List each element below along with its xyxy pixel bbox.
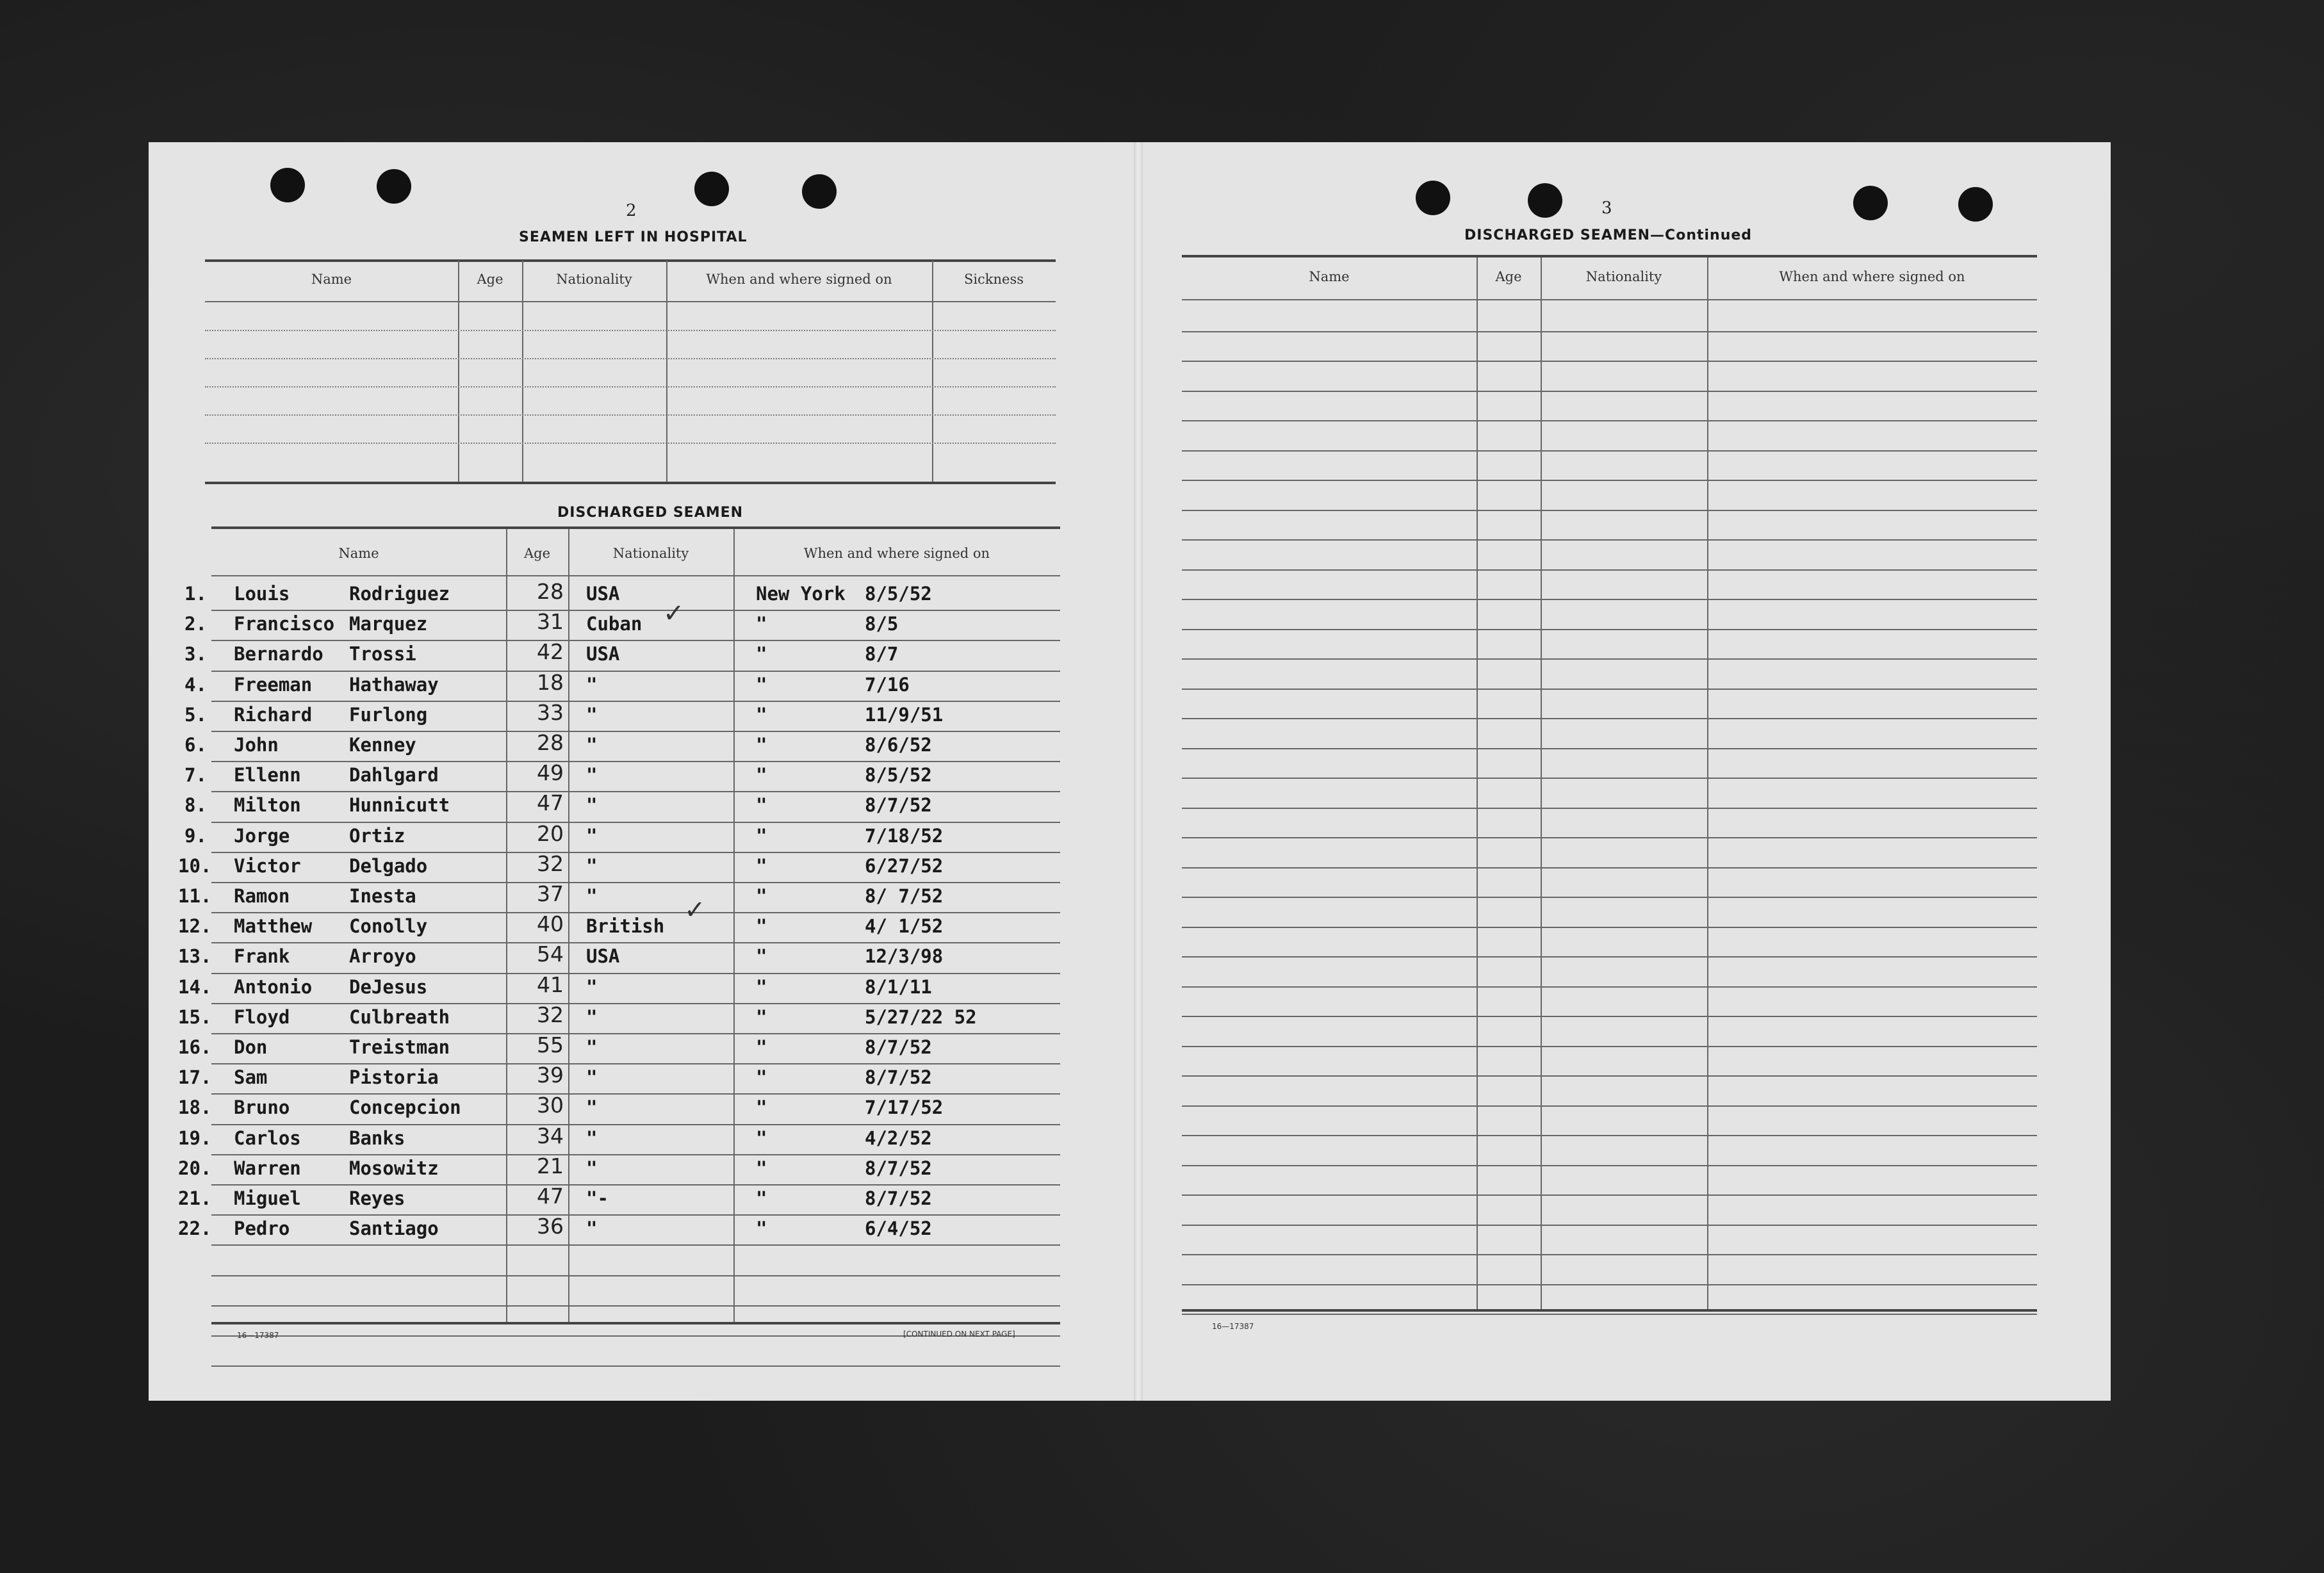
seaman-first-name: Pedro bbox=[234, 1218, 290, 1239]
seaman-nationality: " bbox=[586, 1218, 598, 1239]
page-number-right: 3 bbox=[1601, 199, 1612, 218]
column-header: Nationality bbox=[1585, 269, 1662, 284]
seaman-first-name: Louis bbox=[234, 583, 290, 605]
signed-on-place: " bbox=[756, 704, 767, 726]
row-rule bbox=[205, 443, 1056, 444]
row-number: 11. bbox=[178, 885, 212, 907]
seaman-nationality: British bbox=[586, 915, 665, 937]
row-rule bbox=[1182, 658, 2037, 660]
column-header: Age bbox=[477, 272, 503, 287]
column-header: Age bbox=[1495, 269, 1522, 284]
row-rule bbox=[1182, 1135, 2037, 1136]
row-rule bbox=[1182, 927, 2037, 928]
seaman-first-name: Ramon bbox=[234, 885, 290, 907]
column-rule bbox=[932, 261, 933, 482]
seaman-nationality: " bbox=[586, 1127, 598, 1149]
signed-on-place: " bbox=[756, 794, 767, 816]
row-rule bbox=[1182, 897, 2037, 898]
seaman-last-name: Pistoria bbox=[349, 1066, 439, 1088]
row-rule bbox=[211, 1184, 1060, 1186]
seaman-first-name: Jorge bbox=[234, 825, 290, 847]
row-number: 22. bbox=[178, 1218, 212, 1239]
signed-on-place: " bbox=[756, 1127, 767, 1149]
punch-hole bbox=[377, 169, 411, 204]
signed-on-place: " bbox=[756, 825, 767, 847]
row-rule bbox=[1182, 867, 2037, 868]
continued-title: DISCHARGED SEAMEN—Continued bbox=[1464, 227, 1753, 243]
row-rule bbox=[211, 1275, 1060, 1276]
signed-on-date: 4/ 1/52 bbox=[865, 915, 944, 937]
seaman-last-name: Reyes bbox=[349, 1187, 405, 1209]
signed-on-date: 8/5/52 bbox=[865, 764, 932, 786]
seaman-nationality: USA bbox=[586, 583, 620, 605]
seaman-age: 55 bbox=[537, 1032, 564, 1057]
seaman-age: 21 bbox=[537, 1153, 564, 1178]
row-rule bbox=[1182, 689, 2037, 690]
signed-on-date: 8/7/52 bbox=[865, 1066, 932, 1088]
seaman-first-name: Francisco bbox=[234, 613, 335, 635]
signed-on-date: 8/7/52 bbox=[865, 1157, 932, 1179]
seaman-last-name: Hunnicutt bbox=[349, 794, 450, 816]
column-header: Name bbox=[1309, 269, 1350, 284]
column-header: Name bbox=[311, 272, 352, 287]
signed-on-place: " bbox=[756, 1066, 767, 1088]
signed-on-place: " bbox=[756, 1006, 767, 1028]
table-top-rule bbox=[1182, 255, 2037, 257]
signed-on-date: 7/17/52 bbox=[865, 1096, 944, 1118]
seaman-age: 40 bbox=[537, 911, 564, 936]
signed-on-place: " bbox=[756, 885, 767, 907]
row-rule bbox=[1182, 1194, 2037, 1196]
table-top-rule bbox=[211, 526, 1060, 529]
row-rule bbox=[205, 386, 1056, 387]
seaman-first-name: Freeman bbox=[234, 674, 313, 696]
punch-hole bbox=[1958, 187, 1993, 222]
column-rule bbox=[568, 529, 569, 1323]
column-header: Nationality bbox=[556, 272, 632, 287]
row-rule bbox=[1182, 778, 2037, 779]
punch-hole bbox=[802, 174, 837, 209]
signed-on-date: 7/18/52 bbox=[865, 825, 944, 847]
seaman-age: 41 bbox=[537, 972, 564, 997]
row-rule bbox=[1182, 808, 2037, 809]
seaman-first-name: Floyd bbox=[234, 1006, 290, 1028]
seaman-nationality: " bbox=[586, 1006, 598, 1028]
seaman-nationality: USA bbox=[586, 945, 620, 967]
seaman-nationality: " bbox=[586, 764, 598, 786]
row-rule bbox=[211, 1154, 1060, 1155]
seaman-first-name: Milton bbox=[234, 794, 301, 816]
signed-on-place: " bbox=[756, 1157, 767, 1179]
signed-on-place: " bbox=[756, 734, 767, 756]
punch-hole bbox=[694, 172, 729, 206]
seaman-age: 54 bbox=[537, 941, 564, 966]
table-bottom-rule bbox=[205, 482, 1056, 484]
seaman-first-name: Victor bbox=[234, 855, 301, 877]
row-rule bbox=[1182, 1165, 2037, 1166]
form-number-right: 16—17387 bbox=[1212, 1322, 1254, 1331]
row-number: 2. bbox=[184, 613, 207, 635]
row-number: 1. bbox=[184, 583, 207, 605]
row-number: 16. bbox=[178, 1036, 212, 1058]
row-rule bbox=[211, 1003, 1060, 1004]
seaman-last-name: Culbreath bbox=[349, 1006, 450, 1028]
page-number-left: 2 bbox=[626, 201, 637, 220]
row-rule bbox=[1182, 718, 2037, 719]
seaman-first-name: Don bbox=[234, 1036, 268, 1058]
column-rule bbox=[1477, 257, 1478, 1311]
signed-on-date: 5/27/22 52 bbox=[865, 1006, 977, 1028]
seaman-age: 34 bbox=[537, 1123, 564, 1148]
column-header: When and where signed on bbox=[706, 272, 892, 287]
seaman-last-name: Conolly bbox=[349, 915, 428, 937]
row-number: 20. bbox=[178, 1157, 212, 1179]
check-mark: ✓ bbox=[663, 599, 685, 628]
seaman-last-name: Treistman bbox=[349, 1036, 450, 1058]
row-number: 7. bbox=[184, 764, 207, 786]
row-rule bbox=[1182, 748, 2037, 749]
row-rule bbox=[211, 942, 1060, 943]
seaman-age: 47 bbox=[537, 790, 564, 815]
signed-on-date: 8/5 bbox=[865, 613, 899, 635]
row-rule bbox=[211, 791, 1060, 792]
signed-on-date: 6/27/52 bbox=[865, 855, 944, 877]
seaman-first-name: John bbox=[234, 734, 279, 756]
seaman-age: 36 bbox=[537, 1214, 564, 1239]
seaman-nationality: " bbox=[586, 704, 598, 726]
seaman-first-name: Frank bbox=[234, 945, 290, 967]
column-header: Nationality bbox=[612, 546, 689, 561]
seaman-age: 32 bbox=[537, 851, 564, 876]
seaman-first-name: Ellenn bbox=[234, 764, 301, 786]
seaman-nationality: Cuban bbox=[586, 613, 642, 635]
row-rule bbox=[1182, 1254, 2037, 1255]
column-header: Age bbox=[523, 546, 551, 561]
signed-on-place: " bbox=[756, 764, 767, 786]
column-rule bbox=[522, 261, 523, 482]
row-rule bbox=[1182, 539, 2037, 541]
row-rule bbox=[211, 640, 1060, 641]
row-rule bbox=[211, 1214, 1060, 1216]
seaman-age: 39 bbox=[537, 1063, 564, 1088]
row-rule bbox=[211, 671, 1060, 672]
row-rule bbox=[211, 1033, 1060, 1034]
row-rule bbox=[211, 1305, 1060, 1307]
row-rule bbox=[211, 701, 1060, 702]
signed-on-place: " bbox=[756, 945, 767, 967]
row-rule bbox=[1182, 1075, 2037, 1077]
signed-on-place: " bbox=[756, 1096, 767, 1118]
seaman-age: 31 bbox=[537, 609, 564, 634]
row-rule bbox=[211, 1365, 1060, 1367]
row-number: 13. bbox=[178, 945, 212, 967]
punch-hole bbox=[1528, 183, 1562, 218]
column-rule bbox=[666, 261, 667, 482]
seaman-nationality: " bbox=[586, 1066, 598, 1088]
seaman-age: 18 bbox=[537, 670, 564, 695]
hospital-title: SEAMEN LEFT IN HOSPITAL bbox=[519, 229, 748, 245]
seaman-age: 30 bbox=[537, 1093, 564, 1118]
row-rule bbox=[211, 731, 1060, 732]
row-rule bbox=[1182, 510, 2037, 511]
row-rule bbox=[1182, 956, 2037, 958]
seaman-age: 49 bbox=[537, 760, 564, 785]
row-rule bbox=[1182, 450, 2037, 452]
column-rule bbox=[733, 529, 735, 1323]
signed-on-date: 8/7 bbox=[865, 643, 899, 665]
signed-on-date: 6/4/52 bbox=[865, 1218, 932, 1239]
seaman-last-name: Rodriguez bbox=[349, 583, 450, 605]
row-number: 4. bbox=[184, 674, 207, 696]
seaman-last-name: Dahlgard bbox=[349, 764, 439, 786]
column-rule bbox=[458, 261, 459, 482]
seaman-nationality: " bbox=[586, 734, 598, 756]
seaman-first-name: Miguel bbox=[234, 1187, 301, 1209]
seaman-nationality: " bbox=[586, 976, 598, 998]
row-rule bbox=[1182, 1314, 2037, 1315]
signed-on-date: 8/6/52 bbox=[865, 734, 932, 756]
row-number: 6. bbox=[184, 734, 207, 756]
punch-hole bbox=[270, 168, 305, 202]
seaman-last-name: Inesta bbox=[349, 885, 416, 907]
row-number: 14. bbox=[178, 976, 212, 998]
row-rule bbox=[211, 1244, 1060, 1246]
row-number: 12. bbox=[178, 915, 212, 937]
row-rule bbox=[1182, 1225, 2037, 1226]
row-rule bbox=[1182, 1016, 2037, 1017]
form-number-left: 16—17387 bbox=[237, 1331, 279, 1340]
seaman-last-name: Kenney bbox=[349, 734, 416, 756]
seaman-age: 47 bbox=[537, 1184, 564, 1209]
seaman-age: 37 bbox=[537, 881, 564, 906]
table-header-rule bbox=[211, 575, 1060, 576]
row-rule bbox=[1182, 599, 2037, 600]
signed-on-place: " bbox=[756, 643, 767, 665]
row-rule bbox=[1182, 480, 2037, 481]
table-bottom-rule bbox=[1182, 1309, 2037, 1312]
signed-on-place: " bbox=[756, 674, 767, 696]
row-rule bbox=[1182, 361, 2037, 362]
signed-on-place: " bbox=[756, 915, 767, 937]
table-header-rule bbox=[1182, 299, 2037, 300]
column-rule bbox=[1541, 257, 1542, 1311]
row-rule bbox=[211, 1063, 1060, 1064]
seaman-age: 32 bbox=[537, 1002, 564, 1027]
row-number: 18. bbox=[178, 1096, 212, 1118]
row-rule bbox=[205, 414, 1056, 416]
signed-on-date: 4/2/52 bbox=[865, 1127, 932, 1149]
seaman-first-name: Bernardo bbox=[234, 643, 323, 665]
punch-hole bbox=[1853, 186, 1888, 220]
seaman-nationality: " bbox=[586, 1036, 598, 1058]
table-header-rule bbox=[205, 301, 1056, 302]
signed-on-date: 8/7/52 bbox=[865, 794, 932, 816]
column-header: When and where signed on bbox=[1779, 269, 1965, 284]
row-rule bbox=[1182, 391, 2037, 392]
seaman-nationality: " bbox=[586, 885, 598, 907]
page-fold bbox=[1134, 142, 1143, 1401]
column-rule bbox=[506, 529, 507, 1323]
seaman-first-name: Warren bbox=[234, 1157, 301, 1179]
seaman-nationality: USA bbox=[586, 643, 620, 665]
seaman-last-name: Ortiz bbox=[349, 825, 405, 847]
row-rule bbox=[211, 1124, 1060, 1125]
row-rule bbox=[211, 852, 1060, 853]
signed-on-place: " bbox=[756, 613, 767, 635]
seaman-age: 33 bbox=[537, 700, 564, 725]
seaman-last-name: Santiago bbox=[349, 1218, 439, 1239]
row-rule bbox=[1182, 569, 2037, 571]
seaman-last-name: Concepcion bbox=[349, 1096, 461, 1118]
seaman-last-name: Arroyo bbox=[349, 945, 416, 967]
seaman-nationality: "- bbox=[586, 1187, 609, 1209]
signed-on-place: " bbox=[756, 1036, 767, 1058]
discharged-title: DISCHARGED SEAMEN bbox=[557, 505, 744, 521]
row-rule bbox=[205, 358, 1056, 359]
row-number: 8. bbox=[184, 794, 207, 816]
row-rule bbox=[211, 761, 1060, 762]
seaman-last-name: Banks bbox=[349, 1127, 405, 1149]
signed-on-place: New York bbox=[756, 583, 846, 605]
column-header: When and where signed on bbox=[803, 546, 990, 561]
seaman-last-name: Trossi bbox=[349, 643, 416, 665]
seaman-last-name: Hathaway bbox=[349, 674, 439, 696]
row-rule bbox=[211, 610, 1060, 611]
punch-hole bbox=[1416, 181, 1450, 215]
row-rule bbox=[1182, 1105, 2037, 1107]
row-number: 15. bbox=[178, 1006, 212, 1028]
row-number: 10. bbox=[178, 855, 212, 877]
signed-on-date: 12/3/98 bbox=[865, 945, 944, 967]
row-rule bbox=[1182, 986, 2037, 988]
row-number: 19. bbox=[178, 1127, 212, 1149]
signed-on-date: 8/7/52 bbox=[865, 1036, 932, 1058]
row-rule bbox=[211, 1093, 1060, 1095]
row-rule bbox=[205, 330, 1056, 331]
row-rule bbox=[1182, 1046, 2037, 1047]
signed-on-date: 8/1/11 bbox=[865, 976, 932, 998]
table-bottom-rule bbox=[211, 1322, 1060, 1324]
seaman-last-name: Furlong bbox=[349, 704, 428, 726]
row-rule bbox=[1182, 837, 2037, 838]
signed-on-date: 7/16 bbox=[865, 674, 910, 696]
row-rule bbox=[1182, 331, 2037, 332]
row-number: 17. bbox=[178, 1066, 212, 1088]
row-rule bbox=[1182, 1284, 2037, 1285]
column-header: Sickness bbox=[963, 272, 1024, 287]
seaman-first-name: Richard bbox=[234, 704, 313, 726]
seaman-nationality: " bbox=[586, 855, 598, 877]
row-number: 9. bbox=[184, 825, 207, 847]
seaman-age: 20 bbox=[537, 821, 564, 846]
table-top-rule bbox=[205, 259, 1056, 262]
seaman-last-name: Mosowitz bbox=[349, 1157, 439, 1179]
row-number: 21. bbox=[178, 1187, 212, 1209]
row-rule bbox=[211, 882, 1060, 883]
check-mark: ✓ bbox=[684, 895, 706, 925]
signed-on-place: " bbox=[756, 1187, 767, 1209]
seaman-first-name: Antonio bbox=[234, 976, 313, 998]
signed-on-place: " bbox=[756, 976, 767, 998]
row-rule bbox=[1182, 629, 2037, 630]
signed-on-place: " bbox=[756, 855, 767, 877]
seaman-last-name: DeJesus bbox=[349, 976, 428, 998]
signed-on-date: 8/5/52 bbox=[865, 583, 932, 605]
seaman-nationality: " bbox=[586, 1096, 598, 1118]
column-rule bbox=[1707, 257, 1708, 1311]
seaman-first-name: Carlos bbox=[234, 1127, 301, 1149]
seaman-age: 42 bbox=[537, 639, 564, 664]
row-rule bbox=[211, 822, 1060, 823]
signed-on-place: " bbox=[756, 1218, 767, 1239]
seaman-nationality: " bbox=[586, 674, 598, 696]
seaman-last-name: Delgado bbox=[349, 855, 428, 877]
column-header: Name bbox=[338, 546, 379, 561]
continued-note: [CONTINUED ON NEXT PAGE] bbox=[903, 1330, 1015, 1339]
row-rule bbox=[1182, 420, 2037, 421]
seaman-first-name: Matthew bbox=[234, 915, 313, 937]
seaman-age: 28 bbox=[537, 579, 564, 604]
signed-on-date: 8/ 7/52 bbox=[865, 885, 944, 907]
seaman-age: 28 bbox=[537, 730, 564, 755]
row-rule bbox=[211, 973, 1060, 974]
seaman-first-name: Bruno bbox=[234, 1096, 290, 1118]
seaman-first-name: Sam bbox=[234, 1066, 268, 1088]
row-rule bbox=[211, 912, 1060, 913]
signed-on-date: 8/7/52 bbox=[865, 1187, 932, 1209]
signed-on-date: 11/9/51 bbox=[865, 704, 944, 726]
seaman-nationality: " bbox=[586, 1157, 598, 1179]
seaman-nationality: " bbox=[586, 794, 598, 816]
row-number: 5. bbox=[184, 704, 207, 726]
seaman-nationality: " bbox=[586, 825, 598, 847]
row-number: 3. bbox=[184, 643, 207, 665]
seaman-last-name: Marquez bbox=[349, 613, 428, 635]
